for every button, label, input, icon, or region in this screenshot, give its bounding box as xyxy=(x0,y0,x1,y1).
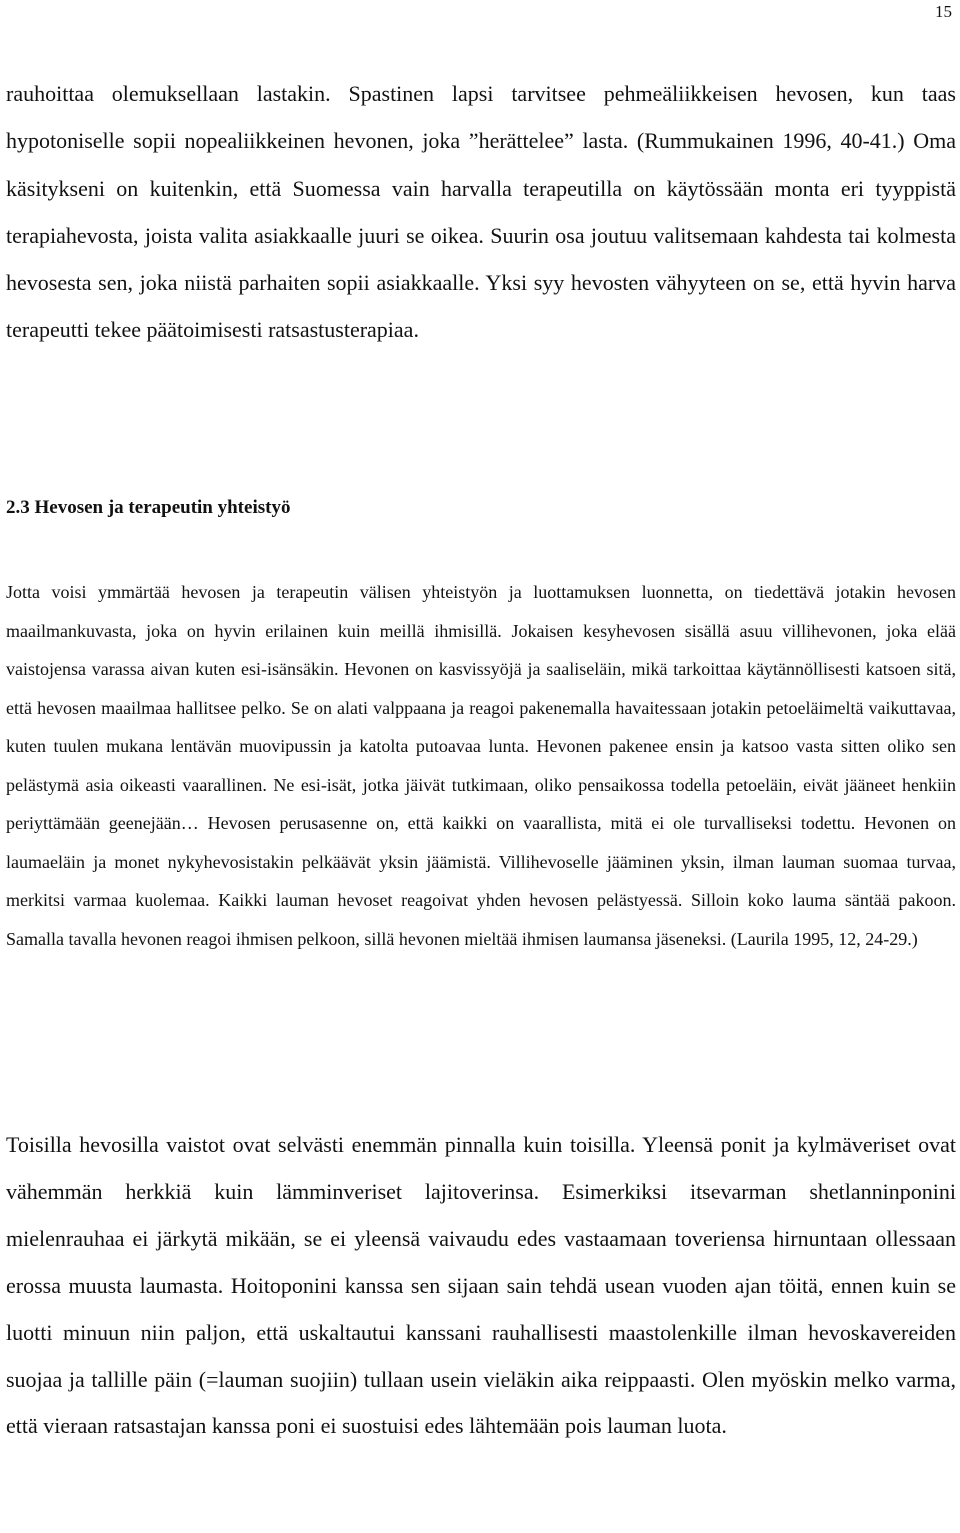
section-heading: 2.3 Hevosen ja terapeutin yhteistyö xyxy=(6,497,291,518)
section-paragraph: Jotta voisi ymmärtää hevosen ja terapeutin välisen yhteistyön ja luottamuksen luonnetta, on tiedettävä jotakin hevosen maailmankuvasta, joka on hyvin erilainen kuin meillä ihmisillä. Jokaisen kesyhevosen sisällä asuu villihevonen, joka elää vaistojensa varassa aivan kuten esi-isänsäkin. Hevonen on kasvissyöjä ja saaliseläin, mikä tarkoittaa käytännöllisesti katsoen sitä, että hevosen maailmaa hallitsee pelko. Se on alati valppaana ja reagoi pakenemalla havaitessaan jotakin petoeläimeltä vaikuttavaa, kuten tuulen mukana lentävän muovipussin ja katolta putoavaa lunta. Hevonen pakenee ensin ja katsoo vasta sitten oliko sen pelästymä asia oikeasti vaarallinen. Ne esi-isät, jotka jäivät tutkimaan, oliko pensaikossa todella petoeläin, eivät jääneet henkiin periyttämään geenejään… Hevosen perusasenne on, että kaikki on vaarallista, mitä ei ole turvalliseksi todettu. Hevonen on laumaeläin ja monet nykyhevosistakin pelkäävät yksin jäämistä. Villihevoselle jääminen yksin, ilman lauman suomaa turvaa, merkitsi varmaa kuolemaa. Kaikki lauman hevoset reagoivat yhden hevosen pelästyessä. Silloin koko lauma säntää pakoon. Samalla tavalla hevonen reagoi ihmisen pelkoon, sillä hevonen mieltää ihmisen laumansa jäseneksi. (Laurila 1995, 12, 24-29.) xyxy=(6,582,956,949)
closing-paragraph: Toisilla hevosilla vaistot ovat selvästi enemmän pinnalla kuin toisilla. Yleensä ponit ja kylmäveriset ovat vähemmän herkkiä kuin lämminveriset lajitoverinsa. Esimerkiksi itsevarman shetlanninponini mielenrauhaa ei järkytä mikään, se ei yleensä vaivaudu edes vastaamaan toveriensa hirnuntaan ollessaan erossa muusta laumasta. Hoitoponini kanssa sen sijaan sain tehdä usean vuoden ajan töitä, ennen kuin se luotti minuun niin paljon, että uskaltautui kanssani rauhallisesti maastolenkille ilman hevoskavereiden suojaa ja tallille päin (=lauman suojiin) tullaan usein vieläkin aika reippaasti. Olen myöskin melko varma, että vieraan ratsastajan kanssa poni ei suostuisi edes lähtemään pois lauman luota. xyxy=(6,1132,956,1439)
intro-paragraph: rauhoittaa olemuksellaan lastakin. Spastinen lapsi tarvitsee pehmeäliikkeisen hevosen, kun taas hypotoniselle sopii nopealiikkeinen hevonen, joka ”herättelee” lasta. (Rummukainen 1996, 40-41.) Oma käsitykseni on kuitenkin, että Suomessa vain harvalla terapeutilla on käytössään monta eri tyyppistä terapiahevosta, joista valita asiakkaalle juuri se oikea. Suurin osa joutuu valitsemaan kahdesta tai kolmesta hevosesta sen, joka niistä parhaiten sopii asiakkaalle. Yksi syy hevosten vähyyteen on se, että hyvin harva terapeutti tekee päätoimisesti ratsastusterapiaa. xyxy=(6,81,956,343)
page-number: 15 xyxy=(935,2,952,21)
